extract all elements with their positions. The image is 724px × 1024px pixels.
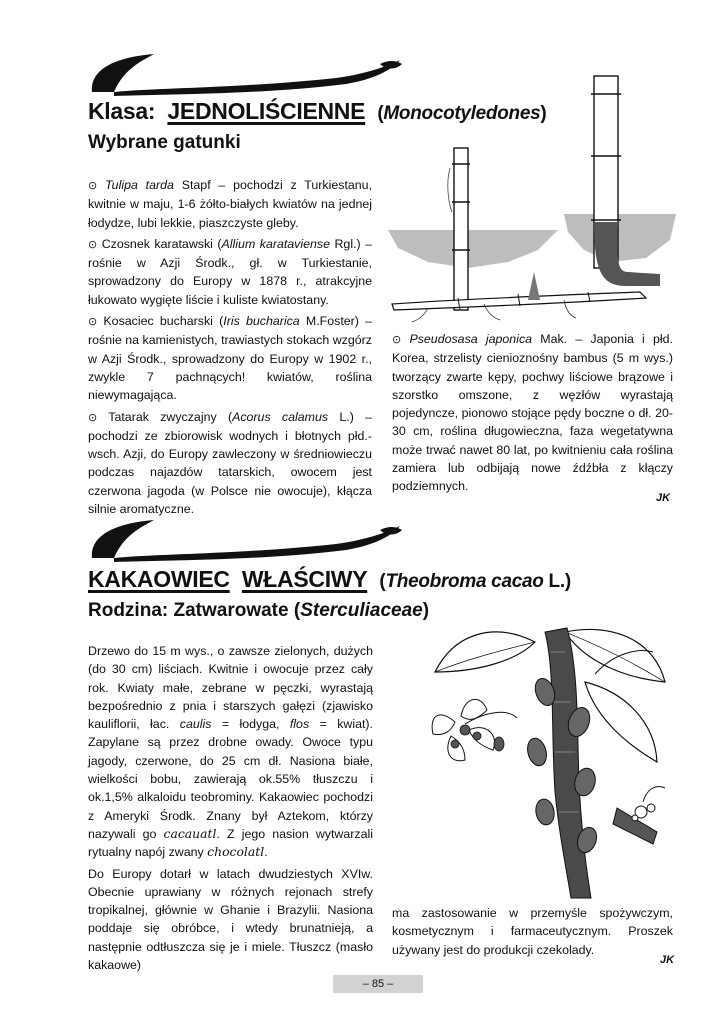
cacao-paragraph-3: ma zastosowanie w przemyśle spożywczym, kosmetycznym i farmaceutycznym. Proszek używany jest do produkcji czekolady.: [392, 906, 673, 957]
decorative-swoosh-top: [84, 48, 404, 96]
species-iris: ⊙ Kosaciec bucharski (Iris bucharica M.Foster) –rośnie na kamienistych, trawiastych stokach wzgórz w Azji Środk., sprowadzony do Europy w 1902 r., zwykle 7 pachnących! kwiatów, roślina niewymagająca.: [88, 314, 372, 403]
section2-left-column: [88, 642, 373, 977]
title-latin: Monocotyledones: [383, 103, 541, 124]
bamboo-illustration: [388, 72, 678, 322]
section1-subtitle: Wybrane gatunki: [88, 132, 241, 153]
cacao-illustration: [395, 612, 675, 902]
decorative-swoosh-middle: [84, 514, 404, 562]
section2-right-column: [392, 904, 673, 962]
species-pseudosasa: ⊙ Pseudosasa japonica Mak. – Japonia i płd. Korea, strzelisty cienioznośny bambus (5 m wys.) tworzący zwarte kępy, pochwy liściowe brązowe i szorstko omszone, z węzłów wyrastają pojedyncze, pionowo stojące pędy boczne o dł. 20-30 cm, roślina długowieczna, faza wegetatywna może trwać nawet 80 lat, po kwitnieniu cała roślina zamiera lub odbijają nowe źdźbła z kłączy podziemnych.: [392, 332, 674, 494]
section1-signature: JK: [656, 492, 671, 504]
title-prefix: Klasa:: [88, 98, 156, 124]
title-cacao-2: WŁAŚCIWY: [241, 566, 368, 592]
cacao-paragraph-2: Do Europy dotarł w latach dwudziestych XVIw. Obecnie uprawiany w różnych rejonach strefy tropikalnej, głównie w Ghanie i Brazylii. Nasiona poddaje się obróbce, i wtedy brunatnieją, a następnie odtłuszcza się je i miele. Tłuszcz (masło kakaowe): [88, 866, 373, 973]
section2-subtitle: Rodzina: Zatwarowate (Sterculiaceae): [88, 600, 430, 621]
section1-title: Klasa: JEDNOLIŚCIENNE (Monocotyledones): [88, 98, 547, 124]
section1-left-column: [88, 176, 372, 521]
title-main: JEDNOLIŚCIENNE: [167, 98, 366, 124]
cacao-paragraph-1: Drzewo do 15 m wys., o zawsze zielonych, dużych (do 30 cm) liściach. Kwitnie i owocuje przez cały rok. Kwiaty małe, zebrane w pęczki, wyrastają bezpośrednio z pnia i starszych gałęzi (zjawisko kauliflorii, łac. caulis = łodyga, flos = kwiat). Zapylane są przez drobne owady. Owoce typu jagody, czerwone, do 25 cm dł. Nasiona białe, wielkości bobu, zawierają ok.55% tłuszczu i ok.1,5% alkaloidu teobrominy. Kakaowiec pochodzi z Ameryki Środk. Znany był Aztekom, którzy nazywali go cacauatl. Z jego nasion wytwarzali rytualny napój zwany chocolatl.: [88, 644, 374, 860]
section2-signature: JK: [660, 954, 675, 966]
species-acorus: ⊙ Tatarak zwyczajny (Acorus calamus L.) – pochodzi ze zbiorowisk wodnych i błotnych płd.-wsch. Azji, do Europy zawleczony w średniowieczu podczas najazdów tatarskich, owocem jest czerwona jagoda (w Polsce nie owocuje), kłącza silnie aromatyczne.: [88, 409, 372, 517]
species-tulipa: ⊙ Tulipa tarda Stapf – pochodzi z Turkiestanu, kwitnie w maju, 1-6 żółto-białych kwiatów na jednej łodydze, lubi lekkie, piaszczyste gleby.: [88, 178, 373, 230]
title-cacao-1: KAKAOWIEC: [88, 566, 230, 592]
species-allium: ⊙ Czosnek karatawski (Allium karataviense Rgl.) – rośnie w Azji Środk., gł. w Turkiestanie, sprowadzony do Europy w 1878 r., atrakcyjne łukowato wygięte liście i kuliste kwiatostany.: [88, 236, 373, 307]
page-number: – 85 –: [333, 975, 423, 993]
section1-right-column: [392, 330, 673, 499]
section2-title: KAKAOWIEC WŁAŚCIWY (Theobroma cacao L.): [88, 566, 571, 592]
title-cacao-latin: Theobroma cacao: [385, 571, 544, 592]
